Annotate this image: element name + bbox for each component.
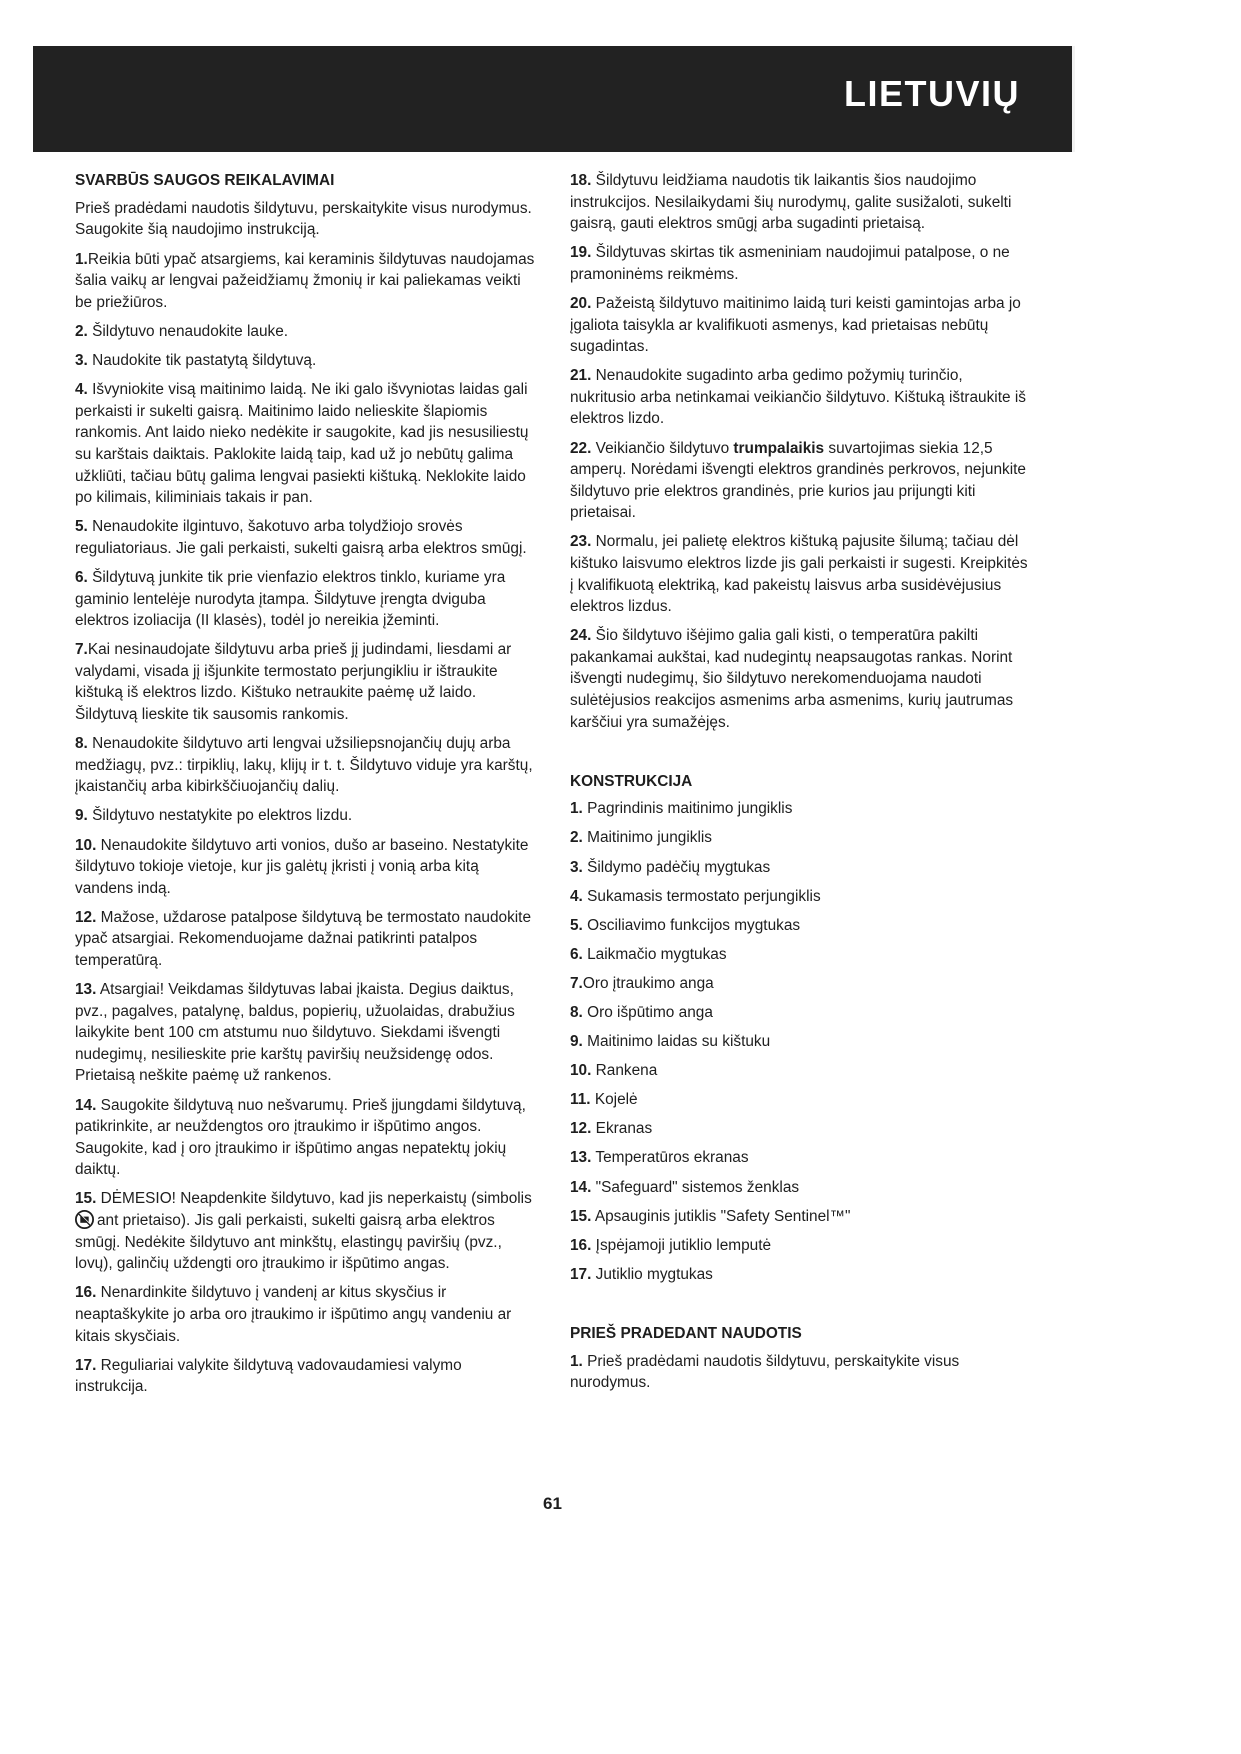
safety-item-17: 17. Reguliariai valykite šildytuvą vadovaudamiesi valymo instrukcija. bbox=[75, 1356, 462, 1396]
construction-item-4: 4. Sukamasis termostato perjungiklis bbox=[570, 887, 821, 905]
safety-item-4: 4. Išvyniokite visą maitinimo laidą. Ne iki galo išvyniotas laidas gali perkaisti ir sukelti gaisrą. Maitinimo laido nelieskite šlapiomis rankomis. Ant laido nieko nedėkite ir saugokite, kad jis nesusiliestų su karštais daiktais. Paklokite laidą taip, kad už jo nebūtų galima užkliūti, tačiau būtų galima lengvai pasiekti kištuką. Neklokite laido po kilimais, kiliminiais takais ir pan. bbox=[75, 381, 529, 507]
construction-item-16: 16. Įspėjamoji jutiklio lemputė bbox=[570, 1236, 772, 1254]
safety-item-16: 16. Nenardinkite šildytuvo į vandenį ar kitus skysčius ir neaptaškykite jo arba oro įtraukimo ir išpūtimo angų vandeniu ar kitais skysčiais. bbox=[75, 1284, 512, 1345]
safety-heading: SVARBŪS SAUGOS REIKALAVIMAI bbox=[75, 172, 335, 189]
construction-item-1: 1. Pagrindinis maitinimo jungiklis bbox=[570, 800, 793, 818]
construction-item-3: 3. Šildymo padėčių mygtukas bbox=[570, 858, 771, 876]
safety-item-22: 22. Veikiančio šildytuvo trumpalaikis suvartojimas siekia 12,5 amperų. Norėdami išvengti elektros grandinės perkrovos, nejunkite šildytuvo prie elektros grandinės, prie kurios jau prijungti kiti prietaisai. bbox=[570, 439, 1026, 522]
language-header-bar bbox=[33, 46, 1072, 152]
safety-item-9: 9. Šildytuvo nestatykite po elektros lizdu. bbox=[75, 807, 353, 825]
construction-item-8: 8. Oro išpūtimo anga bbox=[570, 1004, 713, 1021]
construction-item-9: 9. Maitinimo laidas su kištuku bbox=[570, 1033, 771, 1051]
safety-item-13: 13. Atsargiai! Veikdamas šildytuvas labai įkaista. Degius daiktus, pvz., pagalves, patalynę, baldus, popierių, užuolaidas, drabužius laikykite bent 100 cm atstumu nuo šildytuvo. Siekdami išvengti nudegimų, nesilieskite prie karštų paviršių neužsidengę odos. Prietaisą neškite paėmę už rankenos. bbox=[75, 981, 515, 1085]
safety-item-12: 12. Mažose, uždarose patalpose šildytuvą be termostato naudokite ypač atsargiai. Rekomenduojame dažnai patikrinti patalpos temperatūrą. bbox=[75, 908, 532, 969]
construction-heading: KONSTRUKCIJA bbox=[570, 772, 693, 790]
construction-item-5: 5. Osciliavimo funkcijos mygtukas bbox=[570, 916, 801, 934]
language-title: LIETUVIŲ bbox=[843, 73, 1020, 114]
header-edge-stripe bbox=[1072, 46, 1075, 152]
before-use-item-1: 1. Prieš pradėdami naudotis šildytuvu, perskaitykite visus nurodymus. bbox=[570, 1352, 960, 1392]
construction-item-12: 12. Ekranas bbox=[570, 1120, 653, 1138]
safety-item-1: 1.Reikia būti ypač atsargiems, kai keraminis šildytuvas naudojamas šalia vaikų ar lengvai pažeidžiamų žmonių ir kai paliekamas veikti be priežiūros. bbox=[75, 250, 535, 311]
safety-item-18: 18. Šildytuvu leidžiama naudotis tik laikantis šios naudojimo instrukcijos. Nesilaikydami šių nurodymų, galite susižaloti, sukelti gaisrą, gauti elektros smūgį arba sugadinti prietaisą. bbox=[570, 172, 1012, 233]
safety-item-3: 3. Naudokite tik pastatytą šildytuvą. bbox=[75, 352, 317, 370]
safety-item-7: 7.Kai nesinaudojate šildytuvu arba prieš jį judindami, liesdami ar valydami, visada jį išjunkite termostato perjungikliu ir ištraukite kištuką iš elektros lizdo. Kištuko netraukite paėmę už laido. Šildytuvą lieskite tik sausomis rankomis. bbox=[75, 641, 512, 724]
safety-item-2: 2. Šildytuvo nenaudokite lauke. bbox=[75, 323, 289, 341]
construction-item-7: 7.Oro įtraukimo anga bbox=[570, 974, 714, 992]
construction-item-13: 13. Temperatūros ekranas bbox=[570, 1149, 749, 1167]
construction-item-15: 15. Apsauginis jutiklis "Safety Sentinel™" bbox=[570, 1207, 851, 1225]
safety-item-21: 21. Nenaudokite sugadinto arba gedimo požymių turinčio, nukritusio arba netinkamai veikiančio šildytuvo. Kištuką ištraukite iš elektros lizdo. bbox=[570, 367, 1026, 428]
safety-item-24: 24. Šio šildytuvo išėjimo galia gali kisti, o temperatūra pakilti pakankamai aukštai, kad nudegintų neapsaugotas rankas. Norint išvengti nudegimų, šio šildytuvo nerekomenduojama naudoti sulėtėjusios reakcijos asmenims arba asmenims, kurių jautrumas karščiui yra sumažėjęs. bbox=[570, 627, 1014, 731]
safety-item-23: 23. Normalu, jei palietę elektros kištuką pajusite šilumą; tačiau dėl kištuko laisvumo elektros lizde jis gali perkaisti ir sugesti. Kreipkitės į kvalifikuotą elektriką, kad pakeistų laisvus arba susidėvėjusius elektros lizdus. bbox=[570, 533, 1028, 616]
construction-item-2: 2. Maitinimo jungiklis bbox=[570, 829, 712, 847]
safety-item-6: 6. Šildytuvą junkite tik prie vienfazio elektros tinklo, kuriame yra gaminio lentelėje nurodyta įtampa. Šildytuve įrengta dviguba elektros izoliacija (II klasės), todėl jo nereikia įžeminti. bbox=[75, 569, 506, 630]
safety-item-8: 8. Nenaudokite šildytuvo arti lengvai užsiliepsnojančių dujų arba medžiagų, pvz.: tirpiklių, lakų, klijų ir t. t. Šildytuvo viduje yra karštų, įkaistančių arba kibirkščiuojančių dalių. bbox=[75, 735, 533, 796]
safety-item-20: 20. Pažeistą šildytuvo maitinimo laidą turi keisti gamintojas arba jo įgaliota taisykla ar kvalifikuoti asmenys, kad prietaisas nebūtų sugadintas. bbox=[570, 294, 1021, 356]
safety-item-14: 14. Saugokite šildytuvą nuo nešvarumų. Prieš įjungdami šildytuvą, patikrinkite, ar neuždengtos oro įtraukimo ir išpūtimo angos. Saugokite, kad į oro įtraukimo ir išpūtimo angas nepatektų jokių daiktų. bbox=[75, 1096, 526, 1179]
before-use-heading: PRIEŠ PRADEDANT NAUDOTIS bbox=[570, 1324, 802, 1342]
safety-item-19: 19. Šildytuvas skirtas tik asmeniniam naudojimui patalpose, o ne pramoninėms reikmėms. bbox=[570, 244, 1010, 283]
right-column bbox=[570, 170, 1032, 1401]
construction-item-14: 14. "Safeguard" sistemos ženklas bbox=[570, 1178, 800, 1196]
safety-item-10: 10. Nenaudokite šildytuvo arti vonios, dušo ar baseino. Nestatykite šildytuvo tokioje vietoje, kur jis galėtų įkristi į vonią arba kitą vandens indą. bbox=[75, 836, 529, 897]
page-number: 61 bbox=[543, 1494, 562, 1513]
do-not-cover-icon bbox=[75, 1210, 94, 1229]
left-column bbox=[75, 170, 537, 1405]
section-gap bbox=[570, 1293, 1032, 1323]
construction-item-17: 17. Jutiklio mygtukas bbox=[570, 1265, 713, 1283]
construction-item-11: 11. Kojelė bbox=[570, 1091, 638, 1109]
construction-item-10: 10. Rankena bbox=[570, 1062, 658, 1080]
safety-item-15: 15. DĖMESIO! Neapdenkite šildytuvo, kad jis neperkaistų (simbolis ant prietaiso). Jis gali perkaisti, sukelti gaisrą arba elektros smūgį. Nedėkite šildytuvo ant minkštų, elastingų paviršių (pvz., lovų), galinčių uždengti oro įtraukimo ir išpūtimo angas. bbox=[75, 1190, 532, 1273]
section-gap bbox=[570, 741, 1032, 771]
safety-intro: Prieš pradėdami naudotis šildytuvu, perskaitykite visus nurodymus. Saugokite šią naudojimo instrukciją. bbox=[75, 199, 532, 239]
safety-item-5: 5. Nenaudokite ilgintuvo, šakotuvo arba tolydžiojo srovės reguliatoriaus. Jie gali perkaisti, sukelti gaisrą arba elektros smūgį. bbox=[75, 518, 527, 557]
construction-item-6: 6. Laikmačio mygtukas bbox=[570, 945, 727, 963]
